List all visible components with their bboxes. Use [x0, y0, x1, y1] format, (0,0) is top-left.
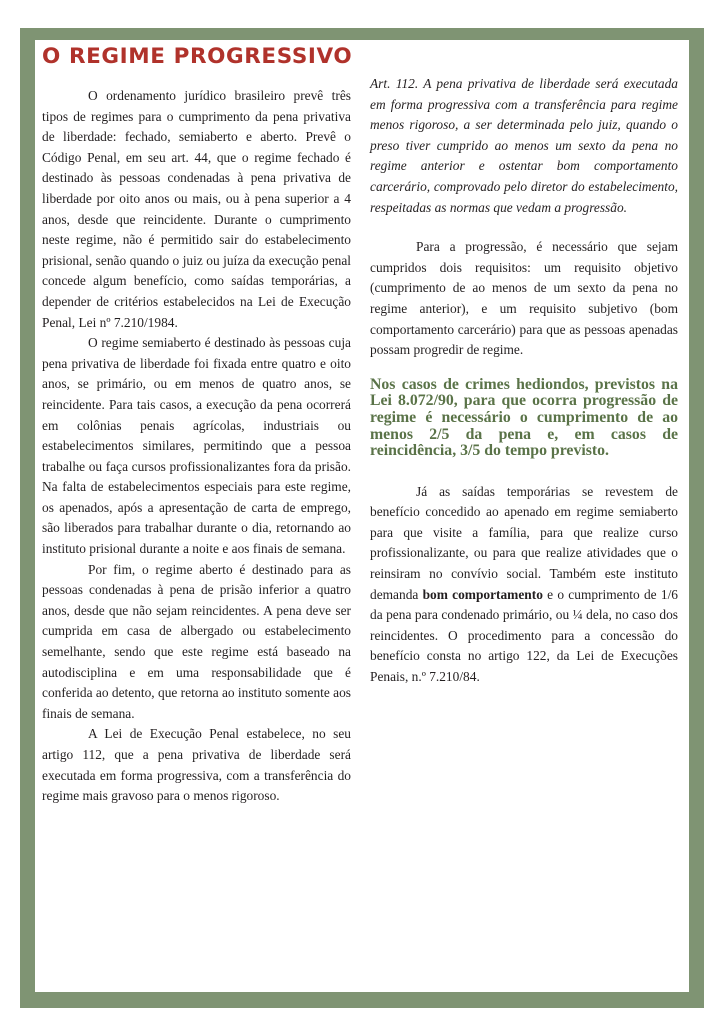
- paragraph-regime-aberto: Por fim, o regime aberto é destinado para as pessoas condenadas à pena de prisão inferior a quatro anos, desde que não sejam reincidentes. A pena deve ser cumprida em casa de albergado ou estabelecimento semelhante, sendo que este regime está baseado na autodisciplina e em uma responsabilidade que é conferida ao detento, que retorna ao instituto somente aos finais de semana.: [42, 561, 351, 721]
- article-112-quote: Art. 112. A pena privativa de liberdade será executada em forma progressiva com a transferência para regime menos rigoroso, a ser determinada pelo juiz, quando o preso tiver cumprido ao menos um sexto da pena no regime anterior e ostentar bom comportamento carcerário, comprovado pelo diretor do estabelecimento, respeitadas as normas que vedam a progressão.: [370, 76, 678, 215]
- paragraph-saidas-temporarias: [370, 482, 678, 688]
- saidas-text-start: Já as saídas temporárias se revestem de benefício concedido ao apenado em regime semiaberto para que visite a família, para que realize curso profissionalizante, ou para que realize atividades que o reinsiram no convívio social. Também este instituto demanda: [370, 483, 678, 602]
- right-column: [370, 40, 678, 688]
- article-title: O REGIME PROGRESSIVO: [42, 44, 353, 69]
- highlight-crimes-hediondos: Nos casos de crimes hediondos, previstos na Lei 8.072/90, para que ocorra progressão de regime é necessário o cumprimento de ao menos 2/5 da pena e, em casos de reincidência, 3/5 do tempo previsto.: [370, 375, 678, 460]
- paragraph-regime-fechado: O ordenamento jurídico brasileiro prevê três tipos de regimes para o cumprimento da pena privativa de liberdade: fechado, semiaberto e aberto. Prevê o Código Penal, em seu art. 44, que o regime fechado é destinado às pessoas condenadas à pena privativa de liberdade por oito anos ou mais, ou à pena superior a 4 anos, desde que reincidente. Durante o cumprimento neste regime, não é permitido sair do estabelecimento prisional, senão quando o juiz ou juíza da execução penal concede algum benefício, como saídas temporárias, a depender de critérios estabelecidos na Lei de Execução Penal, Lei nº 7.210/1984.: [42, 88, 351, 330]
- article-page: [35, 40, 689, 992]
- paragraph-regime-semiaberto: O regime semiaberto é destinado às pessoas cuja pena privativa de liberdade foi fixada entre quatro e oito anos, se primário, ou em menos de quatro anos, se reincidente. Para tais casos, a execução da pena ocorrerá em colônias penais agrícolas, industriais ou estabelecimentos similares, permitindo que a pessoa trabalhe ou faça cursos profissionalizantes fora da prisão. Na falta de estabelecimentos especiais para este regime, os apenados, após a apresentação de carta de emprego, são liberados para trabalhar durante o dia, retornando ao instituto prisional durante a noite e aos finais de semana.: [42, 335, 351, 557]
- paragraph-progressao: Para a progressão, é necessário que sejam cumpridos dois requisitos: um requisito objetivo (cumprimento de ao menos de um sexto da pena no regime anterior), e um requisito subjetivo (bom comportamento carcerário) para que as pessoas apenadas possam progredir de regime.: [370, 239, 678, 358]
- paragraph-lei-execucao-penal: A Lei de Execução Penal estabelece, no seu artigo 112, que a pena privativa de liberdade será executada em forma progressiva, com a transferência do regime mais gravoso para o menos rigoroso.: [42, 726, 351, 804]
- saidas-text-end: e o cumprimento de 1/6 da pena para condenado primário, ou ¼ dela, no caso dos reincidentes. O procedimento para a concessão do benefício consta no artigo 122, da Lei de Execuções Penais, n.º 7.210/84.: [370, 586, 678, 685]
- left-column: [42, 40, 351, 807]
- bold-bom-comportamento: bom comportamento: [422, 586, 543, 602]
